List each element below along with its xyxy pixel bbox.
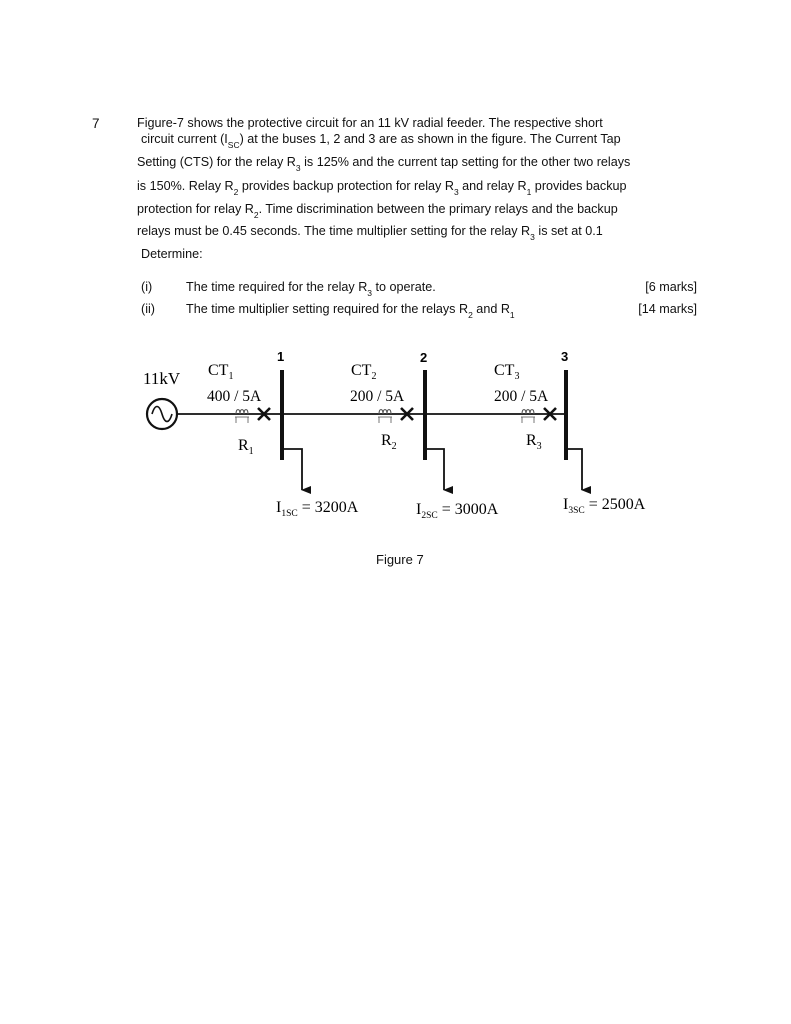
subpart-label: (i) <box>141 280 153 294</box>
isc-label-1: $I_{1SC} = 3200A$ <box>276 499 359 519</box>
fault-arrow-3 <box>566 449 582 490</box>
subpart-label: (ii) <box>141 302 155 316</box>
subpart-text: The time required for the relay $R_3$ to operate. <box>186 280 436 298</box>
fault-arrow-1 <box>282 449 302 490</box>
ct-ratio-3: 200 / 5A <box>494 388 549 405</box>
ct-label-3: $CT_3$ <box>494 362 520 382</box>
ct-ratio-2: 200 / 5A <box>350 388 405 405</box>
bus-number-2: 2 <box>420 350 428 365</box>
bus-number-1: 1 <box>277 349 285 364</box>
relay-label-2: $R_2$ <box>381 432 397 452</box>
ct-label-2: $CT_2$ <box>351 362 377 382</box>
isc-label-3: $I_{3SC} = 2500A$ <box>563 496 646 516</box>
ct-coil-3 <box>521 410 535 424</box>
ct-coil-1 <box>235 410 249 424</box>
bus-number-3: 3 <box>561 349 569 364</box>
ct-coil-2 <box>378 410 392 424</box>
ct-ratio-1: 400 / 5A <box>207 388 262 405</box>
question-line: is 150%. Relay $R_2$ provides backup protection for relay $R_3$ and relay $R_1$ provides backup <box>137 179 627 197</box>
subpart-marks: [6 marks] <box>645 280 697 294</box>
question-line: Determine: <box>141 247 203 261</box>
figure-caption: Figure 7 <box>376 552 424 567</box>
question-line: relays must be 0.45 seconds. The time multiplier setting for the relay $R_3$ is set at 0.1 <box>137 224 603 242</box>
subpart-text: The time multiplier setting required for the relays $R_2$ and $R_1$ <box>186 302 515 320</box>
source-voltage-label: 11kV <box>143 369 181 388</box>
question-line: Figure-7 shows the protective circuit for an 11 kV radial feeder. The respective short <box>137 116 603 130</box>
ct-label-1: $CT_1$ <box>208 362 234 382</box>
sine-wave-icon <box>152 407 172 422</box>
fault-arrow-2 <box>425 449 444 490</box>
relay-label-3: $R_3$ <box>526 432 542 452</box>
question-line: protection for relay $R_2$. Time discrimination between the primary relays and the backup <box>137 202 618 220</box>
question-number: 7 <box>92 116 100 131</box>
question-line: Setting (CTS) for the relay $R_3$ is 125% and the current tap setting for the other two relays <box>137 155 631 173</box>
subpart-marks: [14 marks] <box>638 302 697 316</box>
question-line: circuit current $(I_{SC})$ at the buses 1, 2 and 3 are as shown in the figure. The Current Tap <box>141 132 621 150</box>
isc-label-2: $I_{2SC} = 3000A$ <box>416 501 499 521</box>
relay-label-1: $R_1$ <box>238 437 254 457</box>
